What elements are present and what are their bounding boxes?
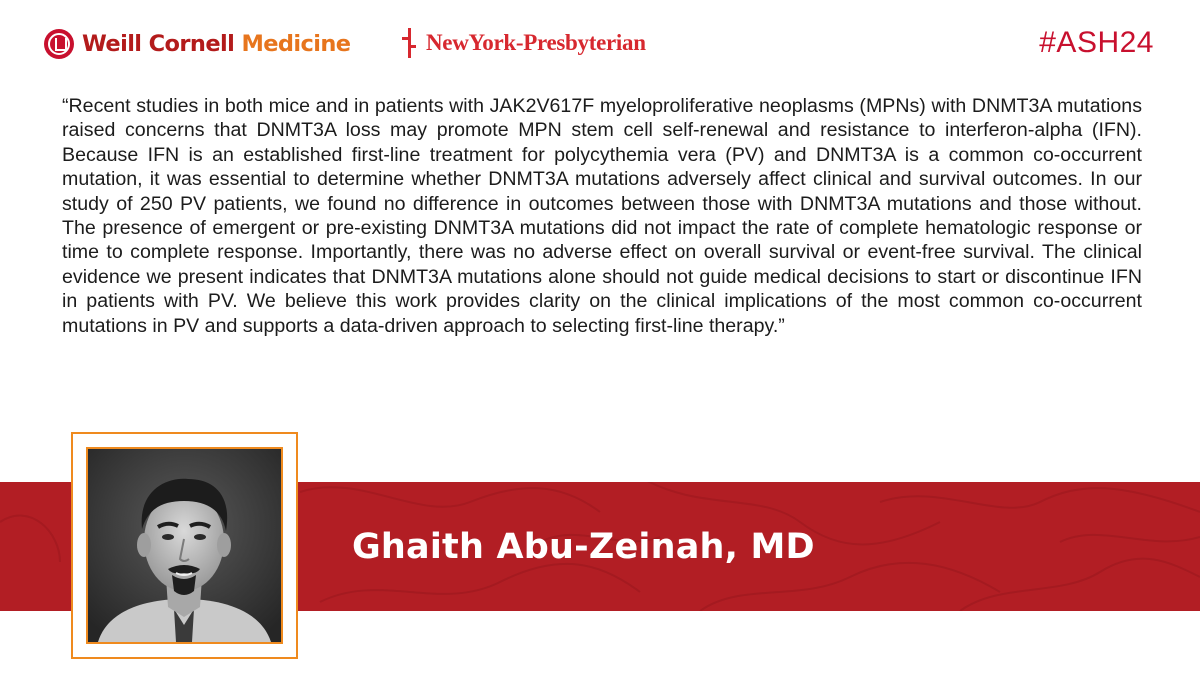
wcm-logo-text-red: Weill Cornell: [82, 31, 242, 57]
speaker-photo-frame: [71, 432, 298, 659]
speaker-portrait: [88, 449, 281, 642]
nyp-logo-text: NewYork-Presbyterian: [426, 30, 646, 55]
wcm-logo-text-orange: Medicine: [241, 31, 351, 57]
university-seal-icon: [44, 29, 74, 59]
hashtag: #ASH24: [1039, 26, 1154, 59]
speaker-photo: [86, 447, 283, 644]
speaker-name: Ghaith Abu-Zeinah, MD: [352, 527, 815, 567]
quote-text: “Recent studies in both mice and in patients with JAK2V617F myeloproliferative neoplasms (MPNs) with DNMT3A mutations raised concerns that DNMT3A loss may promote MPN stem cell self-renewal and resistance to interferon-alpha (IFN). Because IFN is an established first-line treatment for polycythemia vera (PV) and DNMT3A is a common co-occurrent mutation, it was essential to determine whether DNMT3A mutations adversely affect clinical and survival outcomes. In our study of 250 PV patients, we found no difference in outcomes between those with DNMT3A mutations and those without. The presence of emergent or pre-existing DNMT3A mutations did not impact the rate of complete hematologic response or time to complete response. Importantly, there was no adverse effect on overall survival or event-free survival. The clinical evidence we present indicates that DNMT3A mutations alone should not guide medical decisions to start or discontinue IFN in patients with PV. We believe this work provides clarity on the clinical implications of the most common co-occurrent mutations in PV and supports a data-driven approach to selecting first-line therapy.”: [62, 95, 1142, 337]
weill-cornell-medicine-logo: [44, 29, 350, 59]
header: [0, 0, 1200, 80]
newyork-presbyterian-logo: [402, 28, 646, 58]
nyp-logo-mark-icon: [402, 28, 416, 58]
